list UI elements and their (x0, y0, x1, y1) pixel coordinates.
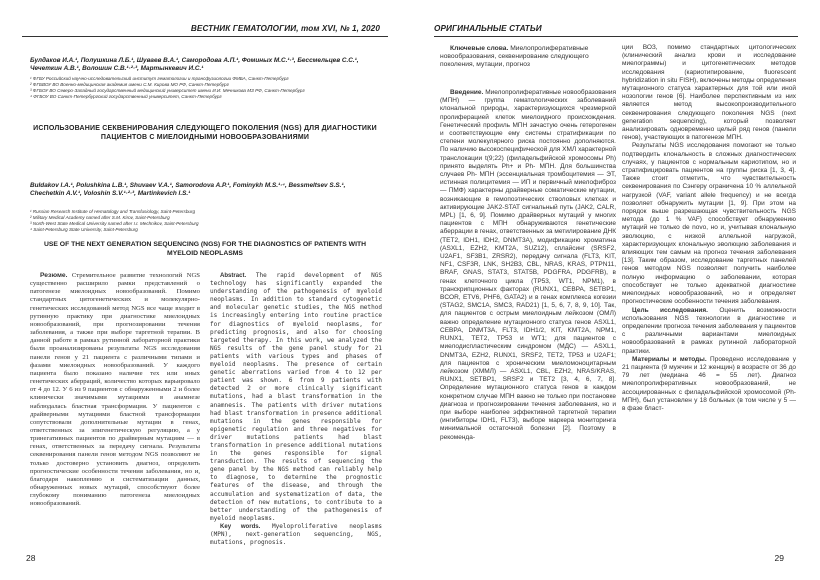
methods-text: Проведено исследование у 21 пациента (9 мужчин и 12 женщин) в возрасте от 36 до 79 лет (медиана 46 = 55 лет). Диагноз миелопролиферативных новообразований, не ассоциированных с филадельфийской хромосомой (Ph- МПН), был установлен у 18 больных (в том числе у 5 — в фазе бласт- (622, 355, 796, 412)
page-number-right: 29 (774, 553, 784, 563)
authors-ru: Булдаков И.А.¹, Полушкина Л.Б.¹, Шуваев В.А.¹, Самородова А.П.¹, Фоминых М.С.¹·³, Бессмельцев С.С.¹, Чечеткин А.В.¹, Волошин С.В.¹·²·³, Мартынкевич И.С.¹ (30, 57, 359, 73)
abstract-ru (30, 272, 200, 509)
affiliation-item: ³ North-West State Medical University named after I.I. Mechnikov, Saint-Petersburg (30, 221, 199, 227)
right-page (410, 0, 820, 580)
paragraph: Результаты NGS исследования помогают не только подтвердить клональность в сложных диагностических случаях, у пациентов с нормальным кариотипом, но и стратифицировать пациентов на группы риска [1, 3, 4]. Также стоит отметить, что чувствительность секвенирования по Сэнгеру ограничена 10 % аллельной нагрузкой (VAF, variant allele frequency) и не всегда позволяет обнаружить мутации [1, 9]. При этом на порядок выше разрешающая чувствительность NGS метода (до 1 % VAF) способствует обнаружению мутаций не только de novo, но и, учитывая клональную эволюцию, с низкой аллельной нагрузкой, характеризующих клональную эволюцию заболевания и влияющих тем самым на прогноз течения заболевания [13]. Таким образом, исследование таргетных панелей генов методом NGS позволяет получить наиболее полную информацию о заболевании, которая способствует не только адекватной диагностике миелоидных новообразований, но и определяет прогностические особенности течения заболевания. (622, 142, 796, 306)
methods-label: Материалы и методы. (632, 355, 707, 363)
article-title-ru: ИСПОЛЬЗОВАНИЕ СЕКВЕНИРОВАНИЯ СЛЕДУЮЩЕГО ПОКОЛЕНИЯ (NGS) ДЛЯ ДИАГНОСТИКИ ПАЦИЕНТОВ С МИЕЛОИДНЫМИ НОВООБРАЗОВАНИЯМИ (33, 125, 377, 141)
affiliations-en (30, 209, 360, 233)
paragraph: ции ВОЗ, помимо стандартных цитологических (клинический анализ крови и исследование миелограммы) и цитогенетических методов исследования (кариотипирование, fluorescent hybridization in situ FISH), включены методы определения мутационного статуса характерных для той или иной нозологии генов [6]. Наиболее перспективным из них является метод высокопроизводительного секвенирования следующего поколения NGS (next generation sequencing), который позволяет анализировать одновременно целый ряд генов (панели генов), участвующих в патогенезе МПН. (622, 44, 796, 142)
running-head-journal: ВЕСТНИК ГЕМАТОЛОГИИ, том XVI, № 1, 2020 (190, 24, 380, 33)
page-number-left: 28 (26, 553, 36, 563)
affiliation-item: ⁴ Saint-Petersburg State University, Saint-Petersburg (30, 227, 138, 233)
intro-text: Миелопролиферативные новообразования (МПН) — группа гематологических заболеваний клональной природы, характеризующихся чрезмерной пролиферацией клеток миелоидного происхождения. Генетический профиль МПН зачастую очень гетерогенен и соответствующие ему системы стратификации по степени молекулярного риска постоянно дополняются. По наличию высокоспецифической для ХМЛ характерной транслокации t(9;22) (филадельфийской хромосомы Ph) принято выделять Ph+ и Ph- МПН. Для большинства случаев Ph- МПН (эссенциальная тромбоцитемия — ЭТ, истинная полицитемия — ИП и первичный миелофиброз — ПМФ) характерны драйверные соматические мутации, возникающие в гемопоэтических стволовых клетках и активирующие JAK2-STAT сигнальный путь (JAK2, CALR, MPL) [1, 6, 9]. Помимо драйверных мутаций у многих пациентов с МПН обнаруживаются генетические аберрации в генах, ответственных за метилирование ДНК (TET2, IDH1, IDH2, DNMT3A), модификацию хроматина (ASXL1, EZH2, KMT2A, SUZ12), сплайсинг (SRSF2, U2AF1, SF3B1, ZRSR2), передачу сигнала (FLT3, KIT, NF1, CSF3R, LNK, SH2B3, CBL, NRAS, KRAS, PTPN11, BRAF, GNAS, STAT3, STAT5B, PDGFRA, PDGFRB), в генах клеточного цикла (TP53, WT1, NPM1), в транскрипционных факторах (RUNX1, CEBPA, SETBP1, BCOR, ETV6, PHF6, GATA2) и в генах комплекса когезии (STAG2, SMC1A, SMC3, RAD21) [1, 5, 6, 7, 8, 9, 10]. Так, для пациентов с острым миелоидным лейкозом (ОМЛ) важно определение мутационного статуса генов ASXL1, CEBPA, DNMT3A, FLT3, IDH1/2, KIT, KMT2A, NPM1, RUNX1, TET2, TP53 и WT1; для пациентов с миелодиспластическим синдромом (МДС) — ASXL1, DNMT3A, EZH2, RUNX1, SRSF2, TET2, TP53 и U2AF1; для пациентов с хроническим миеломоноцитарным лейкозом (ХММЛ) — ASXL1, CBL, EZH2, NRAS/KRAS, RUNX1, SETBP1, SRSF2 и TET2 [3, 4, 6, 7, 8]. Определение мутационного статуса генов в каждом конкретном случае МПН важно не только при постановке диагноза и прогнозировании течения заболевания, но и при выборе наиболее эффективной таргетной терапии (ингибиторы IDH1, FLT3), выборе маркера мониторинга минимальной остаточной болезни [2]. Поэтому в рекоменда- (440, 89, 617, 441)
affiliations-ru (30, 76, 360, 100)
aim-label: Цель исследования. (632, 306, 708, 314)
header-rule (434, 36, 798, 37)
affiliation-item: ² Military Medical Academy named after S.M. Kirov, Saint-Petersburg (30, 215, 170, 221)
keywords-en-label: Key words. (220, 523, 261, 530)
keywords-ru (440, 45, 616, 69)
abstract-ru-label: Резюме. (40, 272, 68, 279)
keywords-ru-text: Миелопролиферативные новообразования, секвенирование следующего поколения, мутации, прогноз (440, 45, 589, 69)
abstract-ru-text: Стремительное развитие технологий NGS существенно расширило рамки представлений о патогенезе миелоидных новообразований. Помимо стандартных цитогенетических и молекулярно-генетических исследований метод NGS все чаще входит в рутинную практику при диагностике миелоидных новообразований, при прогнозировании течения заболевания, а также при выборе таргетной терапии. В данной работе в рамках рутинной лабораторной практики были проанализированы результаты NGS исследования панели генов у 21 пациента с различными типами и фазами миелоидных новообразований. У каждого пациента было показано наличие тех или иных генетических аберраций, количество которых варьировало от 4 до 12. У 6 из 9 пациентов с обнаруженными 2 и более клинически значимыми мутациями в анамнезе наблюдалась бластная трансформация. У пациентов с драйверными мутациями бластной трансформации сопутствовали дополнительные мутации в генах, ответственных за эпигенетическую регуляцию, а у тринегативных пациентов по драйверным мутациям — в генах, ответственных за передачу сигнала. Результаты секвенирования панели генов методом NGS позволяют не только достоверно установить диагноз, определить прогностические особенности течения заболевания, но и, благодаря накоплению и систематизации данных, обнаруженных новых мутаций, способствуют более глубокому пониманию патогенеза миелоидных новообразований. (30, 272, 200, 508)
authors-en: Buldakov I.A.¹, Polushkina L.B.¹, Shuvaev V.A.¹, Samorodova A.P.¹, Fominykh M.S.¹·⁴, Bessmeltsev S.S.¹, Chechetkin A.V.¹, Voloshin S.V.¹·²·³, Martinkevich I.S.¹ (30, 182, 346, 198)
second-column (622, 44, 796, 413)
aim-text: Оценить возможности использования NGS технологии в диагностике и определении прогноза течения заболевания у пациентов с различными вариантами миелоидных новообразований в рамках рутинной лабораторной практики. (622, 306, 796, 355)
affiliation-item: ² ФГБВОУ ВО Военно-медицинская академия имени С.М. Кирова МО РФ, Санкт-Петербург (30, 82, 229, 88)
abstract-en (210, 272, 382, 547)
affiliation-item: ¹ ФГБУ Российский научно-исследовательский институт гематологии и трансфузиологии ФМБА, Санкт-Петербург (30, 76, 289, 81)
keywords-en-text: Myeloproliferative neoplasms (MPN), next-generation sequencing, NGS, mutations, prognosis. (210, 522, 383, 547)
affiliation-item: ¹ Russian Research Institute of Hematology and Transfusiology, Saint-Petersburg (30, 209, 196, 214)
abstract-en-text: The rapid development of NGS technology has significantly expanded the understanding of the pathogenesis of myeloid neoplasms. In addition to standard cytogenetic and molecular genetic studies, the NGS method is increasingly entering into routine practice for diagnostics of myeloid neoplasms, for predicting prognosis, and also for choosing targeted therapy. In this work, we analyzed the NGS results of the gene panel study for 21 patients with various types and phases of myeloid neoplasms. The presence of certain genetic aberrations varied from 4 to 12 per patient was shown. 6 from 9 patients with detected 2 or more clinically significant mutations, had a blast transformation in the anamnesis. The patients with driver mutations had blast transformation in presence additional mutations in the genes responsible for epigenetic regulation and three negatives for driver mutations patients had blast transformation in presence additional mutations in the genes responsible for signal transduction. The results of sequencing the gene panel by the NGS method can reliably help to diagnose, to determine the prognostic features of the disease, and through the accumulation and systematization of data, the detection of new mutations, to contribute to a better understanding of the pathogenesis of myeloid neoplasms. (210, 272, 383, 522)
intro-label: Введение. (450, 89, 484, 96)
running-head-section: ОРИГИНАЛЬНЫЕ СТАТЬИ (434, 24, 542, 33)
keywords-ru-label: Ключевые слова. (450, 45, 509, 52)
introduction-column (440, 89, 616, 442)
abstract-en-label: Abstract. (220, 273, 247, 279)
header-rule (22, 36, 388, 37)
affiliation-item: ⁴ ФГБОУ ВО Санкт-Петербургский государственный университет, Санкт-Петербург (30, 94, 222, 100)
article-title-en: USE OF THE NEXT GENERATION SEQUENCING (NGS) FOR THE DIAGNOSTICS OF PATIENTS WITH MYELOID NEOPLASMS (43, 241, 367, 257)
affiliation-item: ³ ФГБОУ ВО Северо-Западный государственный медицинский университет имени И.И. Мечникова МЗ РФ, Санкт-Петербург (30, 88, 305, 94)
